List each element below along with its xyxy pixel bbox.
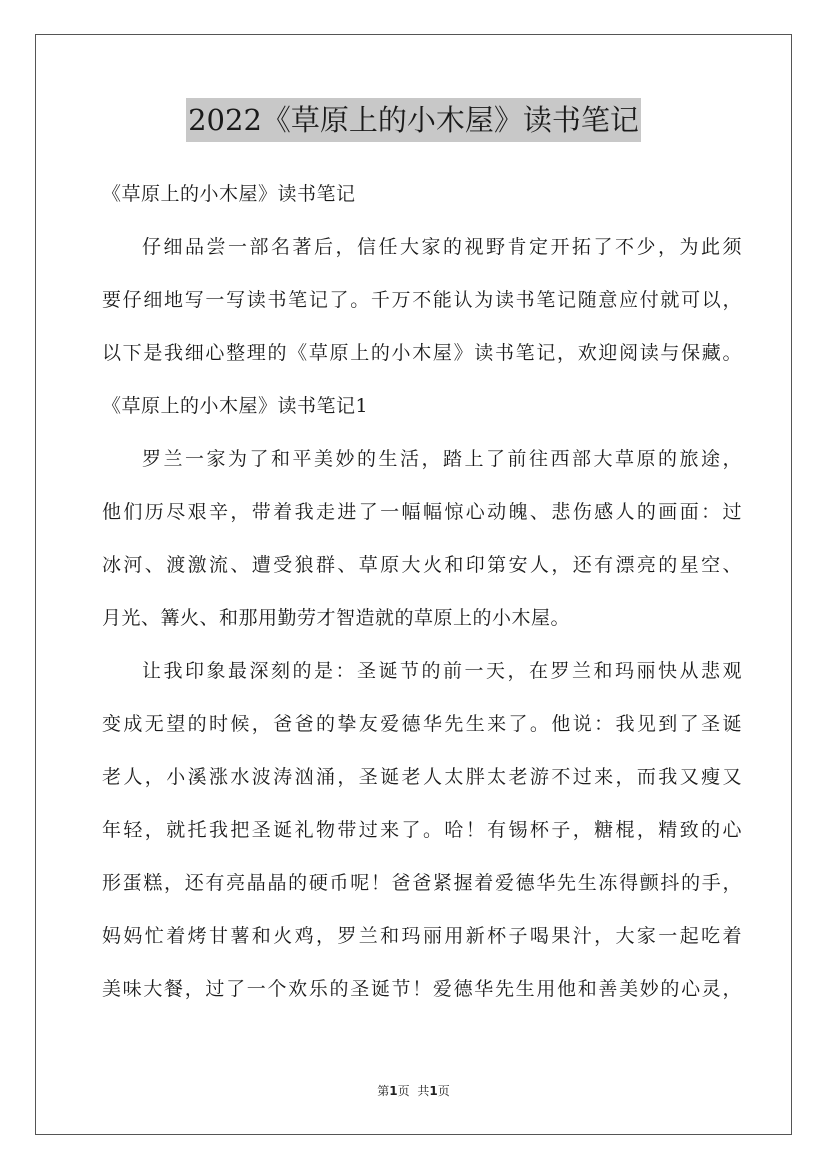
page-prefix: 第 (377, 1084, 390, 1098)
page-number: 1 (389, 1084, 398, 1098)
body-line: 以下是我细心整理的《草原上的小木屋》读书笔记，欢迎阅读与保藏。 (102, 342, 742, 364)
document-title: 2022《草原上的小木屋》读书笔记 (186, 98, 641, 142)
page-footer (0, 1082, 827, 1100)
body-line: 美味大餐，过了一个欢乐的圣诞节！爱德华先生用他和善美妙的心灵， (102, 978, 742, 1000)
total-suffix: 页 (437, 1084, 450, 1098)
body-line-section-heading: 《草原上的小木屋》读书笔记1 (102, 395, 369, 417)
body-line: 变成无望的时候，爸爸的挚友爱德华先生来了。他说：我见到了圣诞 (102, 713, 742, 735)
body-line: 月光、篝火、和那用勤劳才智造就的草原上的小木屋。 (102, 607, 571, 629)
body-line-heading: 《草原上的小木屋》读书笔记 (102, 183, 356, 205)
body-line: 老人，小溪涨水波涛汹涌，圣诞老人太胖太老游不过来，而我又瘦又 (102, 766, 742, 788)
body-line: 仔细品尝一部名著后，信任大家的视野肯定开拓了不少，为此须 (142, 236, 742, 258)
body-line: 要仔细地写一写读书笔记了。千万不能认为读书笔记随意应付就可以， (102, 289, 742, 311)
body-line: 形蛋糕，还有亮晶晶的硬币呢！爸爸紧握着爱德华先生冻得颤抖的手， (102, 872, 742, 894)
total-pages: 1 (429, 1084, 438, 1098)
page-suffix: 页 (397, 1084, 410, 1098)
body-line: 罗兰一家为了和平美妙的生活，踏上了前往西部大草原的旅途， (142, 448, 742, 470)
body-line: 让我印象最深刻的是：圣诞节的前一天，在罗兰和玛丽快从悲观 (142, 660, 742, 682)
document-body (102, 168, 742, 1016)
body-line: 他们历尽艰辛，带着我走进了一幅幅惊心动魄、悲伤感人的画面：过 (102, 501, 742, 523)
title-container (0, 98, 827, 142)
total-prefix: 共 (417, 1084, 430, 1098)
body-line: 年轻，就托我把圣诞礼物带过来了。哈！有锡杯子，糖棍，精致的心 (102, 819, 742, 841)
body-line: 冰河、渡激流、遭受狼群、草原大火和印第安人，还有漂亮的星空、 (102, 554, 742, 576)
body-line: 妈妈忙着烤甘薯和火鸡，罗兰和玛丽用新杯子喝果汁，大家一起吃着 (102, 925, 742, 947)
